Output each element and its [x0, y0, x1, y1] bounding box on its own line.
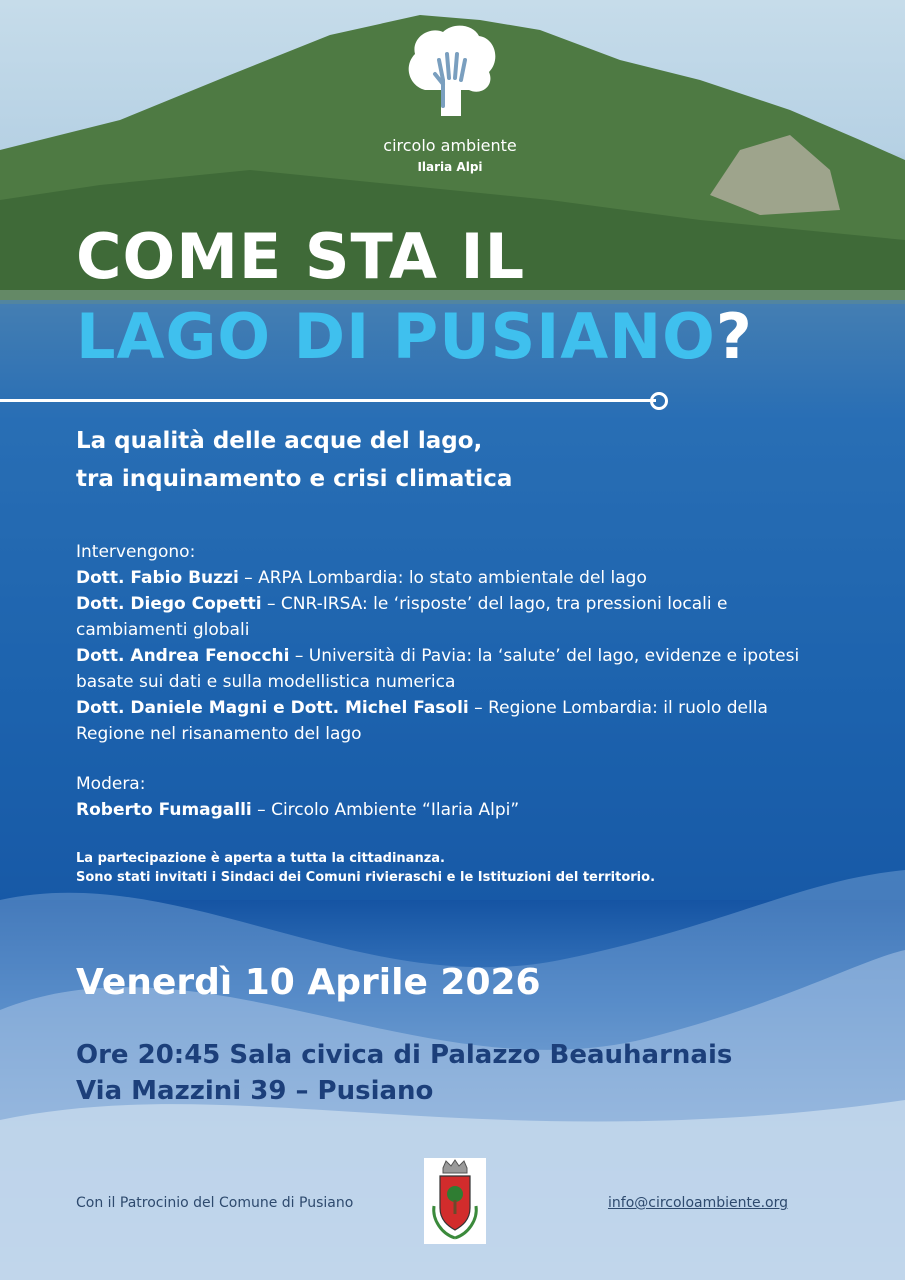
speaker-name: Dott. Diego Copetti	[76, 594, 262, 614]
patronage-text: Con il Patrocinio del Comune di Pusiano	[76, 1195, 354, 1211]
event-date: Venerdì 10 Aprile 2026	[76, 962, 541, 1003]
moderator-heading: Modera:	[76, 774, 146, 794]
invitation-note: Sono stati invitati i Sindaci dei Comuni rivieraschi e le Istituzioni del territorio.	[76, 870, 656, 885]
title-question-mark: ?	[715, 300, 753, 373]
speaker-role: – CNR-IRSA: le ‘risposte’ del lago, tra pressioni locali e cambiamenti globali	[76, 594, 728, 640]
divider-end-dot	[650, 392, 668, 410]
speaker-role: – Università di Pavia: la ‘salute’ del lago, evidenze e ipotesi basate sui dati e sulla modellistica numerica	[76, 646, 800, 692]
speaker-role: – Regione Lombardia: il ruolo della Regione nel risanamento del lago	[76, 698, 768, 744]
logo-name: circolo ambiente	[383, 136, 517, 155]
event-time-place: Ore 20:45 Sala civica di Palazzo Beauharnais	[76, 1040, 733, 1070]
moderator-block	[76, 771, 826, 823]
subtitle-line-1: La qualità delle acque del lago,	[76, 428, 483, 454]
logo-subtitle: Ilaria Alpi	[417, 160, 483, 174]
speakers-block	[76, 539, 826, 747]
title-line-1: COME STA IL	[76, 220, 526, 293]
speaker-item	[76, 565, 826, 591]
moderator-role: – Circolo Ambiente “Ilaria Alpi”	[251, 800, 520, 820]
speaker-name: Dott. Daniele Magni e Dott. Michel Fasoli	[76, 698, 469, 718]
coat-of-arms-icon	[424, 1158, 486, 1244]
pusiano-crest	[424, 1158, 486, 1244]
title-lake-name: LAGO DI PUSIANO	[76, 300, 716, 373]
speaker-item	[76, 643, 826, 695]
subtitle-line-2: tra inquinamento e crisi climatica	[76, 466, 513, 492]
title-line-2	[76, 300, 753, 373]
speaker-item	[76, 591, 826, 643]
contact-email-link[interactable]: info@circoloambiente.org	[608, 1195, 789, 1211]
speaker-item	[76, 695, 826, 747]
speaker-name: Dott. Fabio Buzzi	[76, 568, 239, 588]
speaker-name: Dott. Andrea Fenocchi	[76, 646, 290, 666]
speakers-heading: Intervengono:	[76, 542, 196, 562]
moderator-name: Roberto Fumagalli	[76, 800, 252, 820]
tree-hand-logo-icon	[405, 24, 497, 128]
participation-note: La partecipazione è aperta a tutta la cittadinanza.	[76, 851, 445, 866]
title-divider-line	[0, 399, 656, 402]
moderator-item	[76, 797, 826, 823]
event-address: Via Mazzini 39 – Pusiano	[76, 1076, 434, 1106]
speaker-role: – ARPA Lombardia: lo stato ambientale del lago	[238, 568, 647, 588]
